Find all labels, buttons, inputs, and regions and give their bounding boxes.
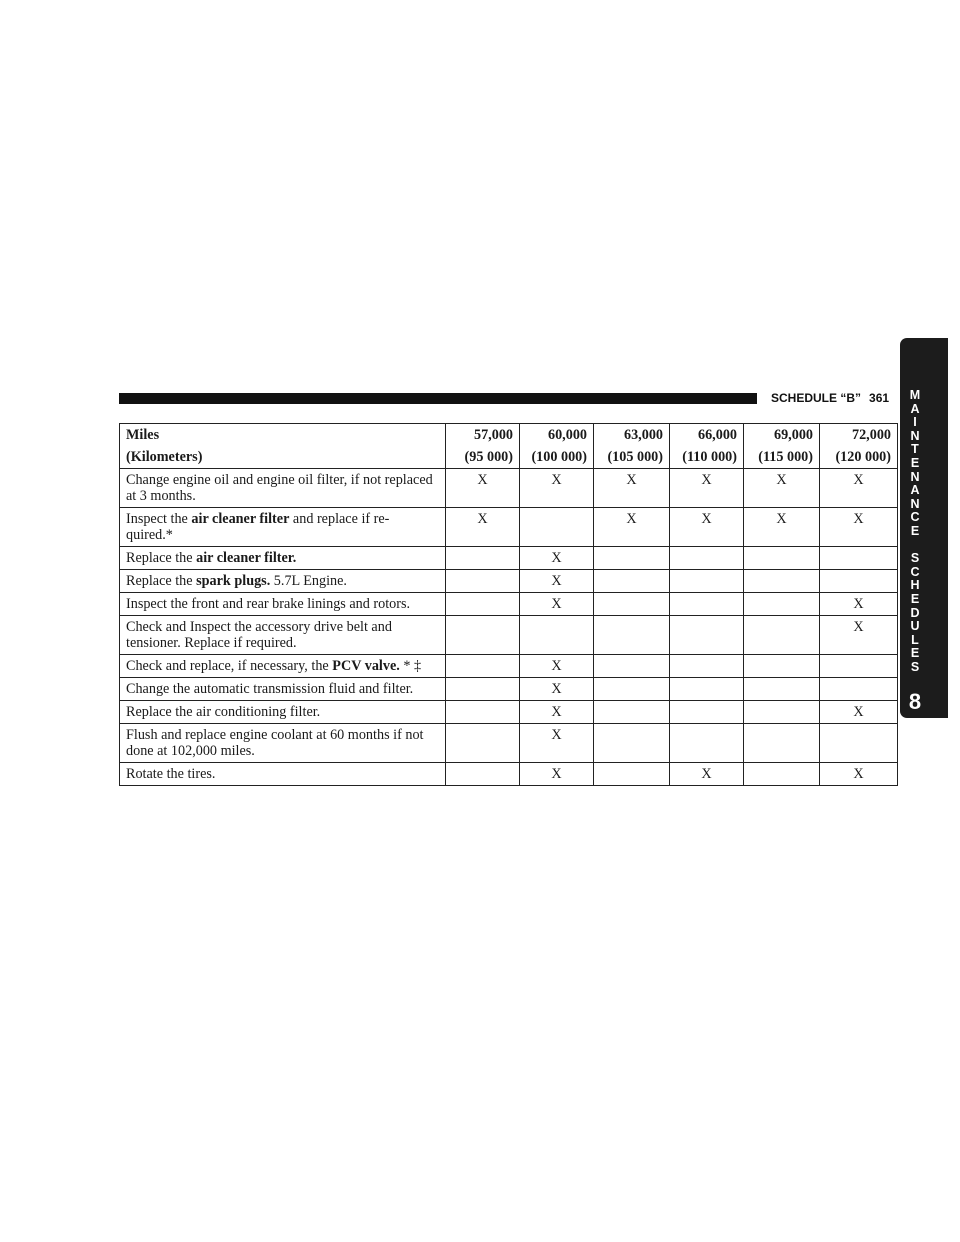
side-tab-letter: C xyxy=(910,510,920,525)
interval-miles: 72,000 xyxy=(851,427,891,443)
interval-miles: 69,000 xyxy=(773,427,813,443)
table-row xyxy=(120,724,898,763)
service-mark xyxy=(670,570,744,593)
service-mark xyxy=(670,547,744,570)
side-tab-letter: E xyxy=(910,591,920,606)
service-mark: X xyxy=(820,763,898,786)
service-mark xyxy=(744,763,820,786)
service-mark xyxy=(670,593,744,616)
service-mark: X xyxy=(520,763,594,786)
table-row xyxy=(120,678,898,701)
task-description xyxy=(120,593,446,616)
side-tab-letter: S xyxy=(910,659,920,674)
chapter-side-tab-letters xyxy=(900,389,930,674)
task-description xyxy=(120,616,446,655)
interval-km: (100 000) xyxy=(531,449,587,465)
section-title: SCHEDULE “B” xyxy=(771,391,862,405)
interval-miles: 60,000 xyxy=(547,427,587,443)
task-text-pre: Inspect the xyxy=(126,511,192,527)
task-description xyxy=(120,655,446,678)
service-mark xyxy=(820,724,898,763)
task-text-pre: Rotate the tires. xyxy=(126,766,216,782)
maintenance-schedule-table xyxy=(119,423,898,786)
service-mark xyxy=(744,570,820,593)
service-mark xyxy=(744,616,820,655)
task-description xyxy=(120,508,446,547)
task-description xyxy=(120,724,446,763)
header-miles-label: Miles xyxy=(126,427,160,443)
task-description xyxy=(120,763,446,786)
task-text-bold: air cleaner filter. xyxy=(196,550,297,566)
service-mark: X xyxy=(520,724,594,763)
side-tab-letter: E xyxy=(910,646,920,661)
task-text-bold: PCV valve. xyxy=(332,658,400,674)
header-label-cell xyxy=(120,424,446,469)
header-rule xyxy=(119,393,757,404)
service-mark xyxy=(446,724,520,763)
side-tab-letter: N xyxy=(910,469,920,484)
table-row xyxy=(120,570,898,593)
service-mark xyxy=(744,593,820,616)
side-tab-letter: D xyxy=(910,605,920,620)
service-mark xyxy=(820,570,898,593)
service-mark xyxy=(594,570,670,593)
service-mark xyxy=(744,701,820,724)
service-mark: X xyxy=(520,469,594,508)
header-interval-3 xyxy=(594,424,670,469)
table-row xyxy=(120,616,898,655)
side-tab-letter: N xyxy=(910,496,920,511)
side-tab-letter: C xyxy=(910,564,920,579)
service-mark xyxy=(670,724,744,763)
side-tab-letter: A xyxy=(910,483,920,498)
service-mark xyxy=(446,616,520,655)
table-row xyxy=(120,469,898,508)
service-mark: X xyxy=(744,469,820,508)
task-text-post: and replace if re- quired.* xyxy=(126,511,390,543)
side-tab-letter: E xyxy=(910,523,920,538)
side-tab-letter: I xyxy=(913,415,917,430)
service-mark xyxy=(594,616,670,655)
task-description xyxy=(120,678,446,701)
task-text-pre: Change engine oil and engine oil filter, if not replaced at 3 months. xyxy=(126,472,433,504)
service-mark xyxy=(670,655,744,678)
table-row xyxy=(120,655,898,678)
task-text-pre: Replace the xyxy=(126,550,197,566)
service-mark xyxy=(520,616,594,655)
interval-miles: 57,000 xyxy=(473,427,513,443)
service-mark: X xyxy=(820,701,898,724)
service-mark xyxy=(594,547,670,570)
task-description xyxy=(120,547,446,570)
header-interval-5 xyxy=(744,424,820,469)
service-mark xyxy=(594,763,670,786)
table-header-row xyxy=(120,424,898,469)
task-description xyxy=(120,570,446,593)
service-mark: X xyxy=(520,655,594,678)
service-mark: X xyxy=(520,593,594,616)
service-mark: X xyxy=(594,469,670,508)
task-text-post: * ‡ xyxy=(399,658,422,674)
service-mark: X xyxy=(520,701,594,724)
service-mark xyxy=(670,701,744,724)
service-mark xyxy=(594,678,670,701)
task-text-post: 5.7L Engine. xyxy=(270,573,347,589)
service-mark xyxy=(446,570,520,593)
side-tab-letter: E xyxy=(910,455,920,470)
table-row xyxy=(120,547,898,570)
service-mark: X xyxy=(520,547,594,570)
header-interval-6 xyxy=(820,424,898,469)
service-mark xyxy=(594,593,670,616)
service-mark: X xyxy=(670,469,744,508)
service-mark xyxy=(744,678,820,701)
service-mark xyxy=(820,655,898,678)
interval-km: (105 000) xyxy=(607,449,663,465)
service-mark: X xyxy=(446,469,520,508)
service-mark: X xyxy=(820,508,898,547)
interval-km: (120 000) xyxy=(835,449,891,465)
interval-km: (95 000) xyxy=(464,449,513,465)
service-mark: X xyxy=(446,508,520,547)
service-mark xyxy=(446,593,520,616)
task-text-pre: Check and replace, if necessary, the xyxy=(126,658,333,674)
service-mark: X xyxy=(520,570,594,593)
service-mark xyxy=(670,616,744,655)
task-text-pre: Inspect the front and rear brake linings and rotors. xyxy=(126,596,411,612)
side-tab-letter: T xyxy=(911,442,919,457)
service-mark: X xyxy=(820,616,898,655)
service-mark xyxy=(520,508,594,547)
service-mark xyxy=(820,547,898,570)
side-tab-letter: H xyxy=(910,578,920,593)
task-text-bold: spark plugs. xyxy=(196,573,271,589)
table-row xyxy=(120,763,898,786)
running-header xyxy=(771,390,889,406)
side-tab-letter: L xyxy=(911,632,919,647)
task-text-pre: Replace the xyxy=(126,573,197,589)
side-tab-letter: N xyxy=(910,428,920,443)
service-mark: X xyxy=(594,508,670,547)
side-tab-letter: U xyxy=(910,619,920,634)
task-description xyxy=(120,701,446,724)
header-interval-4 xyxy=(670,424,744,469)
side-tab-letter: S xyxy=(910,551,920,566)
side-tab-letter: M xyxy=(909,388,921,402)
service-mark xyxy=(744,724,820,763)
service-mark: X xyxy=(820,469,898,508)
interval-km: (115 000) xyxy=(758,449,813,465)
chapter-number: 8 xyxy=(908,689,922,714)
service-mark xyxy=(594,701,670,724)
service-mark: X xyxy=(520,678,594,701)
service-mark xyxy=(670,678,744,701)
task-text-pre: Replace the air conditioning filter. xyxy=(126,704,321,720)
service-mark xyxy=(446,678,520,701)
service-mark: X xyxy=(670,508,744,547)
interval-miles: 63,000 xyxy=(623,427,663,443)
service-mark: X xyxy=(744,508,820,547)
header-interval-2 xyxy=(520,424,594,469)
service-mark xyxy=(744,547,820,570)
service-mark xyxy=(446,655,520,678)
service-mark xyxy=(820,678,898,701)
interval-miles: 66,000 xyxy=(697,427,737,443)
service-mark xyxy=(446,763,520,786)
service-mark xyxy=(446,547,520,570)
service-mark: X xyxy=(670,763,744,786)
task-text-pre: Change the automatic transmission fluid and filter. xyxy=(126,681,414,697)
header-km-label: (Kilometers) xyxy=(126,449,203,465)
task-description xyxy=(120,469,446,508)
task-text-bold: air cleaner filter xyxy=(191,511,290,527)
task-text-pre: Flush and replace engine coolant at 60 months if not done at 102,000 miles. xyxy=(126,727,424,759)
header-interval-1 xyxy=(446,424,520,469)
service-mark xyxy=(594,724,670,763)
page-number: 361 xyxy=(869,391,890,405)
side-tab-letter: A xyxy=(910,401,920,416)
table-row xyxy=(120,701,898,724)
table-row xyxy=(120,508,898,547)
service-mark xyxy=(594,655,670,678)
service-mark xyxy=(446,701,520,724)
side-tab-letter xyxy=(900,539,930,553)
service-mark: X xyxy=(820,593,898,616)
table-row xyxy=(120,593,898,616)
task-text-pre: Check and Inspect the accessory drive belt and tensioner. Replace if required. xyxy=(126,619,392,651)
interval-km: (110 000) xyxy=(682,449,737,465)
service-mark xyxy=(744,655,820,678)
